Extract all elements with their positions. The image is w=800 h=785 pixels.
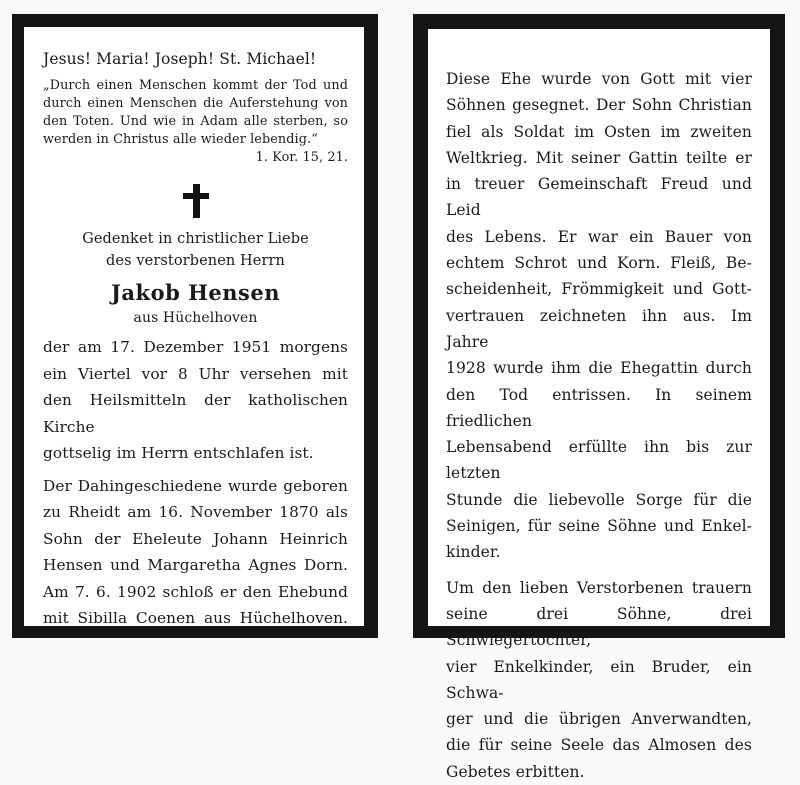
verse-reference: 1. Kor. 15, 21.: [255, 150, 348, 165]
card-front-paper: [24, 27, 364, 626]
text-line: Lebensabend erfüllte ihn bis zur letzten: [446, 438, 752, 483]
text-line: fiel als Soldat im Osten im zweiten: [446, 122, 752, 141]
text-line: Seinigen, für seine Söhne und Enkel-: [446, 517, 752, 536]
text-line: vertrauen zeichneten ihn aus. Im Jahre: [446, 306, 752, 351]
verse-line: durch einen Menschen die Auferstehung von: [43, 96, 348, 111]
text-line: seine drei Söhne, drei Schwiegertöchter,: [446, 604, 752, 650]
card-back-content: [446, 60, 752, 785]
text-line: des Lebens. Er war ein Bauer von: [446, 227, 752, 246]
text-line: Der Dahingeschiedene wurde geboren: [43, 476, 348, 495]
text-line: in treuer Gemeinschaft Freud und Leid: [446, 175, 752, 220]
text-line: ger und die übrigen Anverwandten,: [446, 710, 752, 729]
text-line: ein Viertel vor 8 Uhr versehen mit: [43, 364, 348, 383]
text-line: Gebetes erbitten.: [446, 762, 585, 781]
memorial-card-back: [413, 14, 785, 781]
text-line: den Heilsmitteln der katholischen Kirche: [43, 391, 348, 436]
text-line: Weltkrieg. Mit seiner Gattin teilte er: [446, 148, 752, 167]
text-line: zu Rheidt am 16. November 1870 als: [43, 503, 348, 521]
card-back-paper: [428, 29, 770, 781]
text-line: Um den lieben Verstorbenen trauern: [446, 578, 752, 597]
deceased-name: Jakob Hensen: [110, 280, 281, 305]
verse-line: „Durch einen Menschen kommt der Tod und: [43, 78, 348, 93]
biography-paragraph: [43, 473, 348, 632]
text-line: Diese Ehe wurde von Gott mit vier: [446, 70, 752, 88]
text-line: Am 7. 6. 1902 schloß er den Ehebund: [43, 582, 348, 601]
text-line: den Tod entrissen. In seinem friedlichen: [446, 385, 752, 430]
text-line: Stunde die liebevolle Sorge für die: [446, 490, 752, 509]
text-line: Hensen und Margaretha Agnes Dorn.: [43, 556, 348, 574]
text-line: kinder.: [446, 543, 501, 562]
text-line: vier Enkelkinder, ein Bruder, ein Schwa-: [446, 657, 752, 702]
text-line: mit Sibilla Coenen aus Hüchelhoven.: [43, 609, 348, 627]
text-line: die für seine Seele das Almosen des: [446, 736, 752, 755]
text-line: Söhnen gesegnet. Der Sohn Christian: [446, 96, 752, 115]
text-line: gottselig im Herrn entschlafen ist.: [43, 444, 314, 462]
text-line: 1928 wurde ihm die Ehegattin durch: [446, 359, 752, 378]
bible-verse: [43, 77, 348, 167]
death-paragraph: [43, 334, 348, 467]
deceased-origin: aus Hüchelhoven: [133, 310, 258, 326]
memorial-card-front: [12, 14, 378, 638]
verse-line: den Toten. Und wie in Adam alle sterben, so: [43, 114, 348, 129]
invocation: Jesus! Maria! Joseph! St. Michael!: [43, 50, 317, 68]
text-line: scheidenheit, Frömmigkeit und Gott-: [446, 280, 752, 299]
text-line: echtem Schrot und Korn. Fleiß, Be-: [446, 254, 752, 273]
text-line: Sohn der Eheleute Johann Heinrich: [43, 529, 348, 548]
cross-icon: [183, 184, 209, 218]
memorial-line: Gedenket in christlicher Liebe: [82, 231, 309, 247]
text-line: der am 17. Dezember 1951 morgens: [43, 338, 348, 356]
verse-line: werden in Christus alle wieder lebendig.“: [43, 132, 318, 147]
mourners-paragraph: [446, 575, 752, 785]
memorial-heading: [43, 228, 348, 272]
card-front-content: [43, 49, 348, 632]
family-paragraph: [446, 66, 752, 566]
memorial-line: des verstorbenen Herrn: [106, 253, 285, 269]
